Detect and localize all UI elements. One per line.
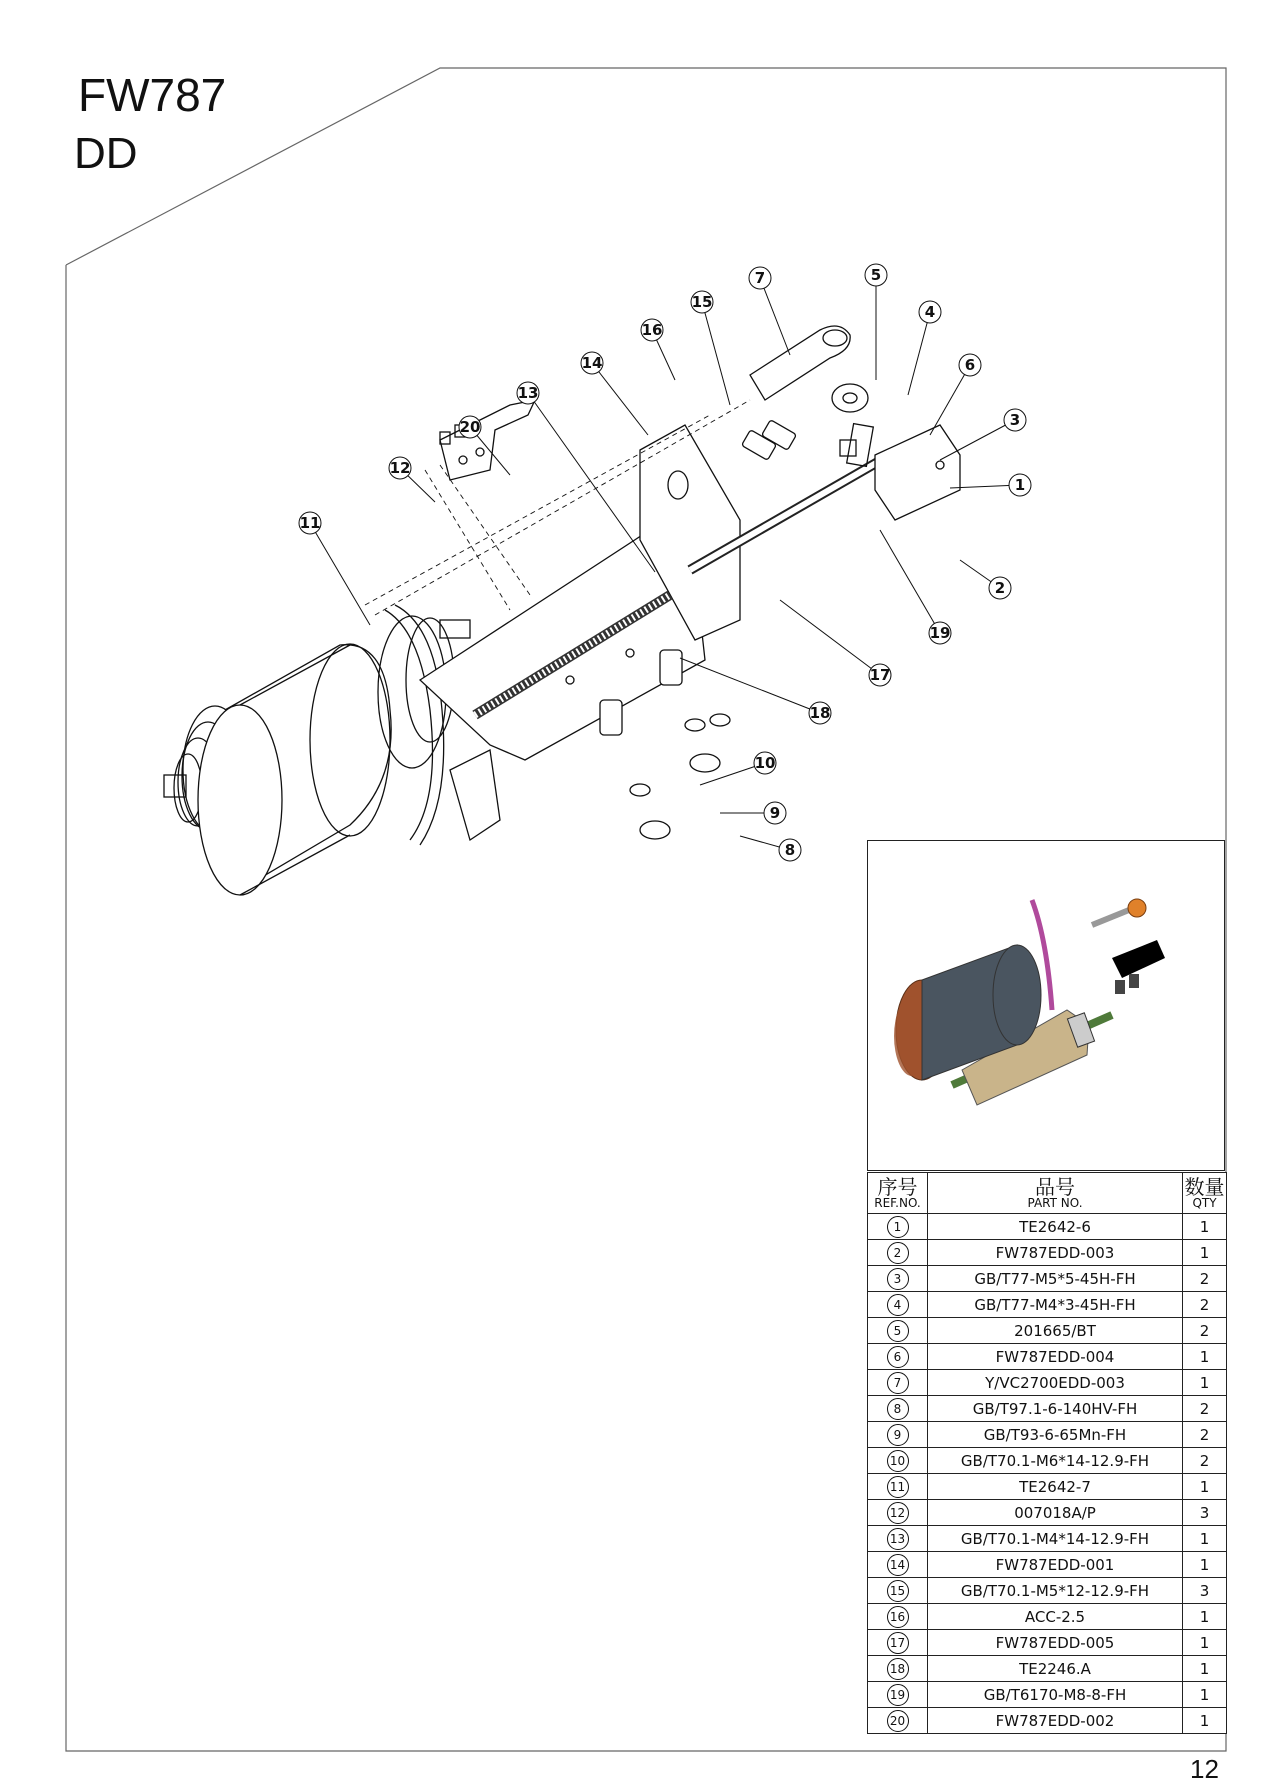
callout-7: 7: [754, 269, 766, 287]
quantity-cell: 1: [1183, 1214, 1227, 1240]
quantity-cell: 1: [1183, 1708, 1227, 1734]
table-row: [868, 1552, 1227, 1578]
callout-12: 12: [389, 459, 411, 477]
table-row: [868, 1266, 1227, 1292]
ref-number: 20: [887, 1710, 909, 1732]
part-number-cell: FW787EDD-005: [928, 1630, 1183, 1656]
ref-cell: [868, 1682, 928, 1708]
table-row: [868, 1656, 1227, 1682]
part-number-cell: FW787EDD-001: [928, 1552, 1183, 1578]
callout-3: 3: [1009, 411, 1021, 429]
callout-9: 9: [769, 804, 781, 822]
part-number-cell: FW787EDD-004: [928, 1344, 1183, 1370]
quantity-cell: 2: [1183, 1448, 1227, 1474]
part-number-cell: TE2642-7: [928, 1474, 1183, 1500]
ref-cell: [868, 1240, 928, 1266]
part-number-cell: GB/T93-6-65Mn-FH: [928, 1422, 1183, 1448]
part-number-cell: 007018A/P: [928, 1500, 1183, 1526]
callout-18: 18: [809, 704, 831, 722]
ref-number: 10: [887, 1450, 909, 1472]
quantity-cell: 1: [1183, 1656, 1227, 1682]
ref-number: 13: [887, 1528, 909, 1550]
quantity-cell: 2: [1183, 1318, 1227, 1344]
quantity-cell: 1: [1183, 1552, 1227, 1578]
table-row: [868, 1500, 1227, 1526]
quantity-cell: 3: [1183, 1500, 1227, 1526]
part-number-cell: GB/T77-M4*3-45H-FH: [928, 1292, 1183, 1318]
callout-11: 11: [299, 514, 321, 532]
part-number-cell: FW787EDD-002: [928, 1708, 1183, 1734]
callout-16: 16: [641, 321, 663, 339]
ref-cell: [868, 1448, 928, 1474]
ref-number: 17: [887, 1632, 909, 1654]
ref-cell: [868, 1292, 928, 1318]
callout-10: 10: [754, 754, 776, 772]
table-row: [868, 1604, 1227, 1630]
callout-6: 6: [964, 356, 976, 374]
header-part: 品号 PART NO.: [928, 1173, 1183, 1214]
callout-17: 17: [869, 666, 891, 684]
table-row: [868, 1344, 1227, 1370]
quantity-cell: 1: [1183, 1240, 1227, 1266]
ref-cell: [868, 1214, 928, 1240]
table-row: [868, 1578, 1227, 1604]
model-title: FW787: [78, 69, 227, 121]
quantity-cell: 1: [1183, 1370, 1227, 1396]
callout-14: 14: [581, 354, 603, 372]
ref-cell: [868, 1344, 928, 1370]
table-row: [868, 1708, 1227, 1734]
part-number-cell: FW787EDD-003: [928, 1240, 1183, 1266]
table-row: [868, 1448, 1227, 1474]
quantity-cell: 1: [1183, 1344, 1227, 1370]
callout-1: 1: [1014, 476, 1026, 494]
part-number-cell: ACC-2.5: [928, 1604, 1183, 1630]
part-number-cell: 201665/BT: [928, 1318, 1183, 1344]
quantity-cell: 2: [1183, 1266, 1227, 1292]
ref-cell: [868, 1500, 928, 1526]
part-number-cell: Y/VC2700EDD-003: [928, 1370, 1183, 1396]
ref-number: 2: [887, 1242, 909, 1264]
ref-number: 9: [887, 1424, 909, 1446]
ref-cell: [868, 1630, 928, 1656]
ref-number: 12: [887, 1502, 909, 1524]
ref-number: 15: [887, 1580, 909, 1602]
callout-4: 4: [924, 303, 936, 321]
ref-number: 11: [887, 1476, 909, 1498]
part-number-cell: TE2246.A: [928, 1656, 1183, 1682]
bracket-20: [440, 400, 535, 480]
quantity-cell: 2: [1183, 1396, 1227, 1422]
table-row: [868, 1240, 1227, 1266]
table-row: [868, 1370, 1227, 1396]
page-number: 12: [1190, 1754, 1219, 1784]
quantity-cell: 2: [1183, 1292, 1227, 1318]
callout-15: 15: [691, 293, 713, 311]
part-number-cell: GB/T77-M5*5-45H-FH: [928, 1266, 1183, 1292]
ref-cell: [868, 1318, 928, 1344]
ref-number: 3: [887, 1268, 909, 1290]
quantity-cell: 1: [1183, 1526, 1227, 1552]
parts-table: [867, 1172, 1227, 1734]
ref-cell: [868, 1604, 928, 1630]
ref-cell: [868, 1370, 928, 1396]
ref-number: 16: [887, 1606, 909, 1628]
quantity-cell: 1: [1183, 1630, 1227, 1656]
ref-number: 1: [887, 1216, 909, 1238]
ref-cell: [868, 1396, 928, 1422]
table-row: [868, 1396, 1227, 1422]
ref-cell: [868, 1708, 928, 1734]
table-row: [868, 1214, 1227, 1240]
ref-number: 19: [887, 1684, 909, 1706]
part-number-cell: GB/T70.1-M4*14-12.9-FH: [928, 1526, 1183, 1552]
ref-number: 5: [887, 1320, 909, 1342]
ref-number: 7: [887, 1372, 909, 1394]
quantity-cell: 1: [1183, 1682, 1227, 1708]
table-row: [868, 1318, 1227, 1344]
callout-2: 2: [994, 579, 1006, 597]
ref-cell: [868, 1552, 928, 1578]
assembly-preview-image: [867, 840, 1225, 1171]
callout-13: 13: [517, 384, 539, 402]
ref-cell: [868, 1266, 928, 1292]
ref-number: 8: [887, 1398, 909, 1420]
part-number-cell: GB/T70.1-M6*14-12.9-FH: [928, 1448, 1183, 1474]
callout-20: 20: [459, 418, 481, 436]
table-row: [868, 1422, 1227, 1448]
rod-end-7: [750, 326, 873, 466]
ref-cell: [868, 1656, 928, 1682]
header-qty: 数量 QTY: [1183, 1173, 1227, 1214]
table-row: [868, 1474, 1227, 1500]
callout-5: 5: [870, 266, 882, 284]
table-row: [868, 1292, 1227, 1318]
motor-assembly: [164, 605, 500, 895]
header-ref: 序号 REF.NO.: [868, 1173, 928, 1214]
exploded-diagram: [150, 240, 1050, 920]
ref-cell: [868, 1578, 928, 1604]
table-row: [868, 1630, 1227, 1656]
quantity-cell: 1: [1183, 1474, 1227, 1500]
ref-cell: [868, 1474, 928, 1500]
quantity-cell: 3: [1183, 1578, 1227, 1604]
table-row: [868, 1682, 1227, 1708]
ref-number: 14: [887, 1554, 909, 1576]
model-subtitle: DD: [74, 129, 138, 178]
ref-number: 18: [887, 1658, 909, 1680]
quantity-cell: 1: [1183, 1604, 1227, 1630]
callout-19: 19: [929, 624, 951, 642]
part-number-cell: GB/T97.1-6-140HV-FH: [928, 1396, 1183, 1422]
ref-cell: [868, 1526, 928, 1552]
ref-number: 4: [887, 1294, 909, 1316]
table-header-row: [868, 1173, 1227, 1214]
table-row: [868, 1526, 1227, 1552]
part-number-cell: GB/T70.1-M5*12-12.9-FH: [928, 1578, 1183, 1604]
callout-8: 8: [784, 841, 796, 859]
quantity-cell: 2: [1183, 1422, 1227, 1448]
part-number-cell: TE2642-6: [928, 1214, 1183, 1240]
part-number-cell: GB/T6170-M8-8-FH: [928, 1682, 1183, 1708]
ref-cell: [868, 1422, 928, 1448]
ref-number: 6: [887, 1346, 909, 1368]
